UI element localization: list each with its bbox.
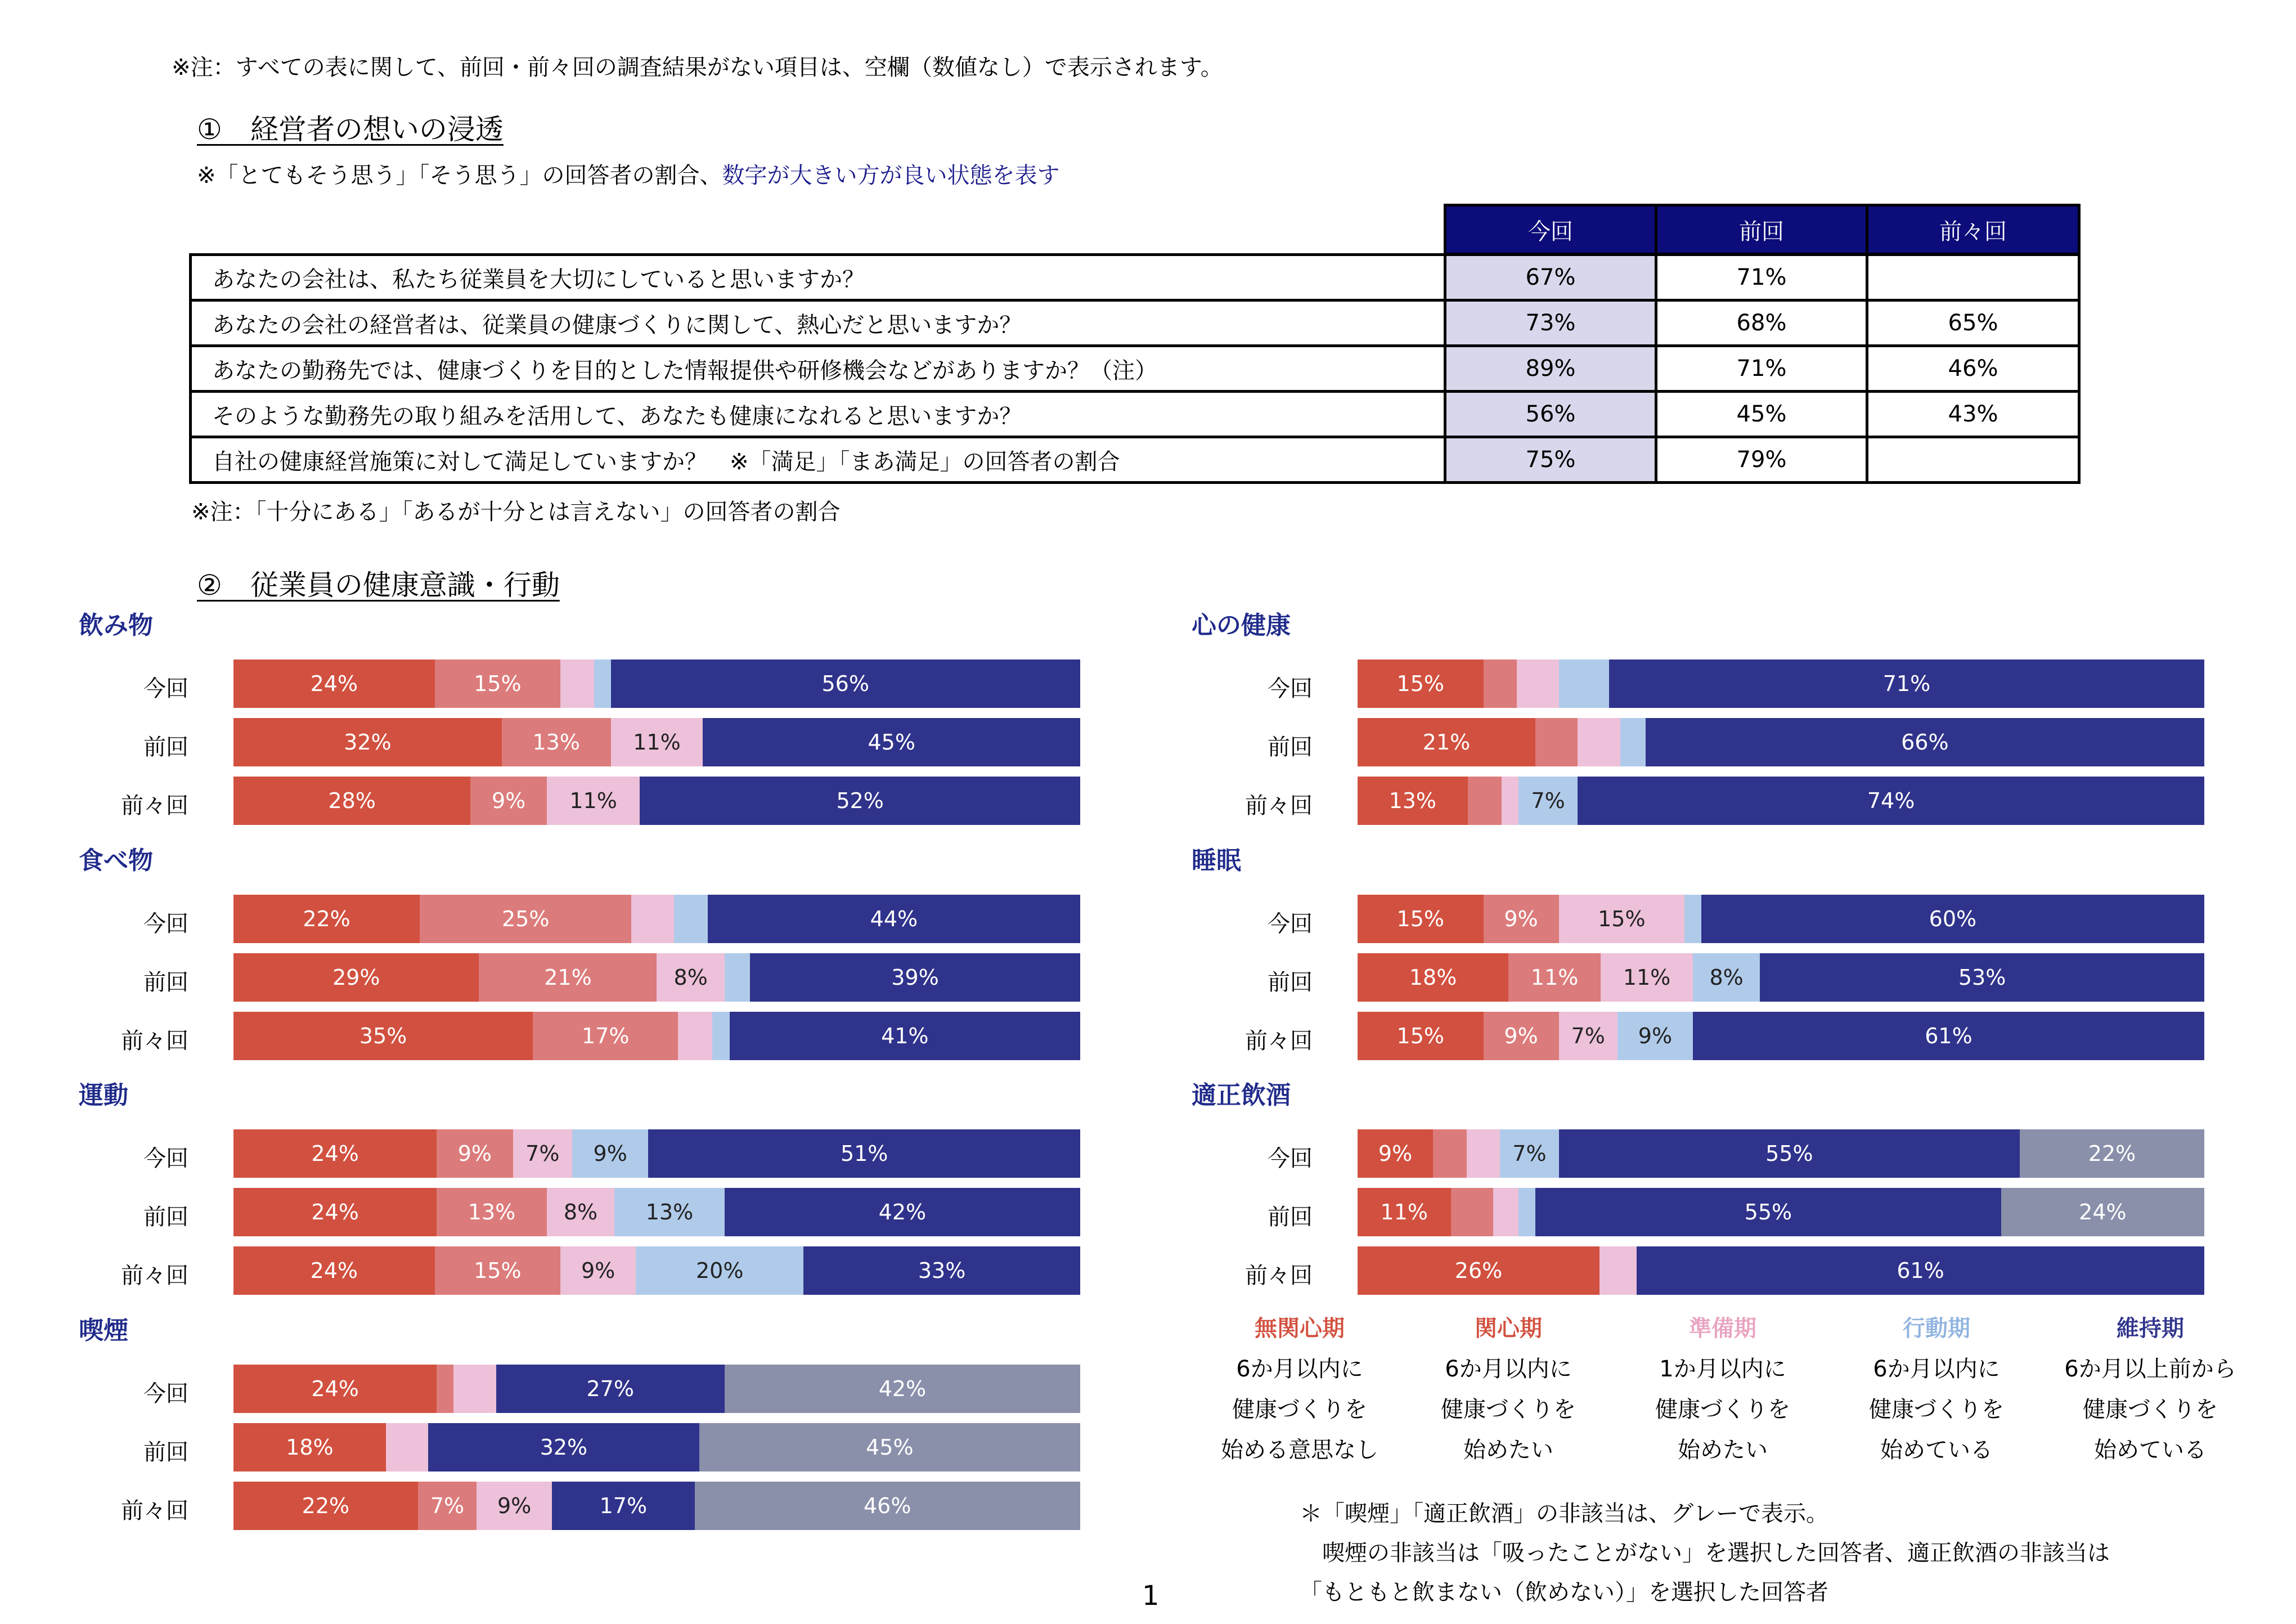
table-prev-2: 68% [1655, 299, 1868, 347]
row-label: 前回 [143, 734, 188, 760]
row-label: 前回 [143, 1439, 188, 1465]
bar-segment: 53% [1760, 953, 2204, 1002]
bar-segment: 74% [1578, 777, 2204, 825]
table-prev2-4: 43% [1866, 390, 2081, 438]
bar-segment: 8% [1693, 953, 1760, 1002]
bar-segment: 61% [1637, 1246, 2204, 1295]
table-cur-3: 89% [1444, 344, 1657, 393]
stacked-bar [233, 1246, 1080, 1295]
footnote [1300, 1494, 2110, 1612]
bar-segment: 7% [1559, 1012, 1617, 1060]
bar-segment: 8% [657, 953, 724, 1002]
chart-title-5: 心の健康 [1192, 611, 1291, 640]
table-prev-4: 45% [1655, 390, 1868, 438]
row-label: 前々回 [121, 793, 188, 819]
bar-segment [453, 1365, 496, 1413]
bar-segment: 35% [233, 1012, 533, 1060]
legend-item-3 [1616, 1308, 1830, 1470]
legend-line-2-2: 健康づくりを [1441, 1397, 1576, 1423]
bar-segment: 15% [1358, 895, 1484, 943]
bar-segment: 11% [1508, 953, 1601, 1002]
bar-segment: 33% [803, 1246, 1080, 1295]
stacked-bar [1358, 1188, 2204, 1236]
bar-segment [1451, 1188, 1493, 1236]
header-prev2: 前々回 [1866, 204, 2081, 255]
bar-segment: 32% [428, 1423, 699, 1472]
stacked-bar [1358, 953, 2204, 1002]
row-label: 今回 [143, 1381, 188, 1407]
row-label: 前回 [1268, 734, 1313, 760]
stacked-bar [1358, 895, 2204, 943]
bar-segment: 11% [547, 777, 640, 825]
bar-segment: 15% [1358, 660, 1484, 708]
legend-line-4-1: 6か月以内に [1873, 1356, 2000, 1382]
bar-segment: 9% [1617, 1012, 1693, 1060]
bar-segment: 27% [496, 1365, 725, 1413]
legend-title-3: 準備期 [1689, 1316, 1756, 1342]
header-prev: 前回 [1655, 204, 1868, 255]
bar-segment: 11% [611, 718, 703, 766]
stacked-bar [233, 895, 1080, 943]
bar-segment: 8% [547, 1188, 614, 1236]
legend-title-1: 無関心期 [1255, 1316, 1345, 1342]
stacked-bar [233, 1365, 1080, 1413]
bar-segment: 71% [1609, 660, 2204, 708]
bar-segment: 28% [233, 777, 470, 825]
bar-segment: 24% [233, 1129, 437, 1178]
row-label: 前回 [143, 1204, 188, 1230]
row-label: 前々回 [1245, 1263, 1313, 1289]
bar-segment [594, 660, 611, 708]
bar-segment: 32% [233, 718, 502, 766]
bar-segment: 22% [233, 1482, 418, 1530]
bar-segment [1535, 718, 1578, 766]
bar-segment: 13% [502, 718, 611, 766]
row-label: 今回 [143, 911, 188, 937]
chart-title-7: 適正飲酒 [1192, 1081, 1291, 1110]
table-prev-1: 71% [1655, 253, 1868, 302]
page-number: 1 [1142, 1580, 1160, 1612]
row-label: 今回 [1268, 1146, 1313, 1172]
bar-segment: 9% [470, 777, 546, 825]
bar-segment: 24% [233, 1246, 435, 1295]
bar-segment: 25% [420, 895, 631, 943]
stacked-bar [233, 1012, 1080, 1060]
legend-item-2 [1401, 1308, 1615, 1470]
row-label: 前々回 [121, 1498, 188, 1524]
bar-segment: 24% [2001, 1188, 2204, 1236]
top-note: ※注：すべての表に関して、前回・前々回の調査結果がない項目は、空欄（数値なし）で表示されます。 [172, 55, 1223, 80]
bar-segment [386, 1423, 428, 1472]
section1-title: ① 経営者の想いの浸透 [197, 113, 504, 146]
row-label: 今回 [143, 676, 188, 702]
table-prev2-2: 65% [1866, 299, 2081, 347]
footnote-line-3: 「もともと飲まない（飲めない）」を選択した回答者 [1300, 1580, 1828, 1605]
bar-segment: 21% [479, 953, 657, 1002]
bar-segment: 9% [1484, 1012, 1559, 1060]
bar-segment: 41% [730, 1012, 1080, 1060]
bar-segment [1493, 1188, 1518, 1236]
table-cur-2: 73% [1444, 299, 1657, 347]
legend-title-2: 関心期 [1475, 1316, 1542, 1342]
table-prev-5: 79% [1655, 436, 1868, 484]
stacked-bar [233, 660, 1080, 708]
bar-segment [725, 953, 750, 1002]
table-question-3: あなたの勤務先では、健康づくりを目的とした情報提供や研修機会などがありますか？（注） [189, 344, 1446, 393]
bar-segment: 9% [477, 1482, 552, 1530]
bar-segment: 11% [1601, 953, 1693, 1002]
row-label: 前々回 [1245, 1028, 1313, 1054]
bar-segment: 55% [1535, 1188, 2001, 1236]
bar-segment: 20% [636, 1246, 803, 1295]
bar-segment: 24% [233, 660, 435, 708]
legend-line-5-3: 始めている [2094, 1437, 2207, 1463]
bar-segment: 26% [1358, 1246, 1599, 1295]
stacked-bar [233, 718, 1080, 766]
legend-line-3-1: 1か月以内に [1659, 1356, 1786, 1382]
bar-segment: 22% [2020, 1129, 2204, 1178]
row-label: 前回 [1268, 970, 1313, 995]
bar-segment: 15% [1358, 1012, 1484, 1060]
bar-segment: 13% [614, 1188, 725, 1236]
stacked-bar [233, 1423, 1080, 1472]
bar-segment: 9% [572, 1129, 648, 1178]
table-cur-4: 56% [1444, 390, 1657, 438]
table-question-2: あなたの会社の経営者は、従業員の健康づくりに関して、熱心だと思いますか？ [189, 299, 1446, 347]
table-note: ※注：「十分にある」「あるが十分とは言えない」の回答者の割合 [191, 499, 841, 525]
bar-segment [1502, 777, 1518, 825]
section2-title: ② 従業員の健康意識・行動 [197, 569, 560, 602]
bar-segment: 42% [725, 1365, 1080, 1413]
bar-segment: 7% [1500, 1129, 1558, 1178]
row-label: 前々回 [121, 1028, 188, 1054]
bar-segment: 52% [640, 777, 1080, 825]
bar-segment [1578, 718, 1620, 766]
row-label: 前回 [1268, 1204, 1313, 1230]
bar-segment: 17% [533, 1012, 678, 1060]
row-label: 今回 [1268, 911, 1313, 937]
bar-segment: 9% [1484, 895, 1559, 943]
stacked-bar [1358, 1246, 2204, 1295]
table-question-4: そのような勤務先の取り組みを活用して、あなたも健康になれると思いますか？ [189, 390, 1446, 438]
stacked-bar [1358, 660, 2204, 708]
legend-line-1-1: 6か月以内に [1236, 1356, 1363, 1382]
bar-segment: 9% [1358, 1129, 1433, 1178]
bar-segment: 11% [1358, 1188, 1451, 1236]
legend-title-5: 維持期 [2117, 1316, 2184, 1342]
stacked-bar [1358, 718, 2204, 766]
bar-segment [1518, 1188, 1535, 1236]
bar-segment: 56% [611, 660, 1080, 708]
bar-segment: 17% [552, 1482, 694, 1530]
bar-segment: 13% [1358, 777, 1468, 825]
stacked-bar [233, 1188, 1080, 1236]
bar-segment: 7% [1518, 777, 1578, 825]
bar-segment [1559, 660, 1609, 708]
bar-segment: 13% [437, 1188, 547, 1236]
table-question-1: あなたの会社は、私たち従業員を大切にしていると思いますか？ [189, 253, 1446, 302]
legend-line-2-1: 6か月以内に [1445, 1356, 1572, 1382]
bar-segment: 60% [1701, 895, 2204, 943]
bar-segment: 18% [233, 1423, 386, 1472]
section1-subtitle-a: ※「とてもそう思う」「そう思う」の回答者の割合、 [197, 163, 722, 189]
chart-title-4: 喫煙 [79, 1316, 128, 1345]
stacked-bar [1358, 1129, 2204, 1178]
chart-title-3: 運動 [79, 1081, 128, 1110]
bar-segment: 9% [560, 1246, 636, 1295]
bar-segment: 45% [703, 718, 1080, 766]
bar-segment: 15% [435, 660, 561, 708]
bar-segment: 39% [750, 953, 1080, 1002]
bar-segment: 24% [233, 1188, 437, 1236]
section1-subtitle-b: 数字が大きい方が良い状態を表す [722, 163, 1060, 189]
legend-line-2-3: 始めたい [1463, 1437, 1553, 1463]
bar-segment: 24% [233, 1365, 437, 1413]
bar-segment [560, 660, 594, 708]
header-cur: 今回 [1444, 204, 1657, 255]
bar-segment: 29% [233, 953, 479, 1002]
bar-segment [678, 1012, 712, 1060]
legend-line-4-2: 健康づくりを [1869, 1397, 2004, 1423]
bar-segment [1468, 777, 1502, 825]
chart-title-2: 食べ物 [79, 846, 153, 875]
bar-segment [1599, 1246, 1637, 1295]
bar-segment [1517, 660, 1559, 708]
row-label: 前回 [143, 970, 188, 995]
legend-line-1-3: 始める意思なし [1221, 1437, 1378, 1463]
bar-segment: 18% [1358, 953, 1508, 1002]
bar-segment [1467, 1129, 1500, 1178]
bar-segment [1433, 1129, 1467, 1178]
stacked-bar [233, 1482, 1080, 1530]
bar-segment: 44% [708, 895, 1080, 943]
table-cur-5: 75% [1444, 436, 1657, 484]
table-cur-1: 67% [1444, 253, 1657, 302]
bar-segment: 42% [725, 1188, 1080, 1236]
table-question-5: 自社の健康経営施策に対して満足していますか？ ※「満足」「まあ満足」の回答者の割合 [189, 436, 1446, 484]
legend-line-5-2: 健康づくりを [2083, 1397, 2218, 1423]
bar-segment [674, 895, 708, 943]
bar-segment: 15% [435, 1246, 561, 1295]
bar-segment: 46% [695, 1482, 1080, 1530]
bar-segment: 7% [513, 1129, 572, 1178]
stacked-bar [1358, 1012, 2204, 1060]
bar-segment: 15% [1559, 895, 1685, 943]
legend-item-4 [1830, 1308, 2043, 1470]
bar-segment: 7% [418, 1482, 477, 1530]
row-label: 今回 [143, 1146, 188, 1172]
footnote-line-2: 喫煙の非該当は「吸ったことがない」を選択した回答者、適正飲酒の非該当は [1300, 1540, 2110, 1566]
bar-segment: 61% [1693, 1012, 2204, 1060]
row-label: 前々回 [1245, 793, 1313, 819]
bar-segment: 55% [1559, 1129, 2020, 1178]
row-label: 今回 [1268, 676, 1313, 702]
bar-segment: 22% [233, 895, 420, 943]
bar-segment [631, 895, 673, 943]
stacked-bar [233, 1129, 1080, 1178]
footnote-line-1: ＊「喫煙」「適正飲酒」の非該当は、グレーで表示。 [1300, 1501, 1828, 1527]
stacked-bar [233, 953, 1080, 1002]
row-label: 前々回 [121, 1263, 188, 1289]
stacked-bar [1358, 777, 2204, 825]
bar-segment [712, 1012, 729, 1060]
bar-segment [1620, 718, 1646, 766]
table-prev-3: 71% [1655, 344, 1868, 393]
stacked-bar [233, 777, 1080, 825]
bar-segment: 45% [699, 1423, 1080, 1472]
bar-segment: 9% [437, 1129, 513, 1178]
bar-segment [437, 1365, 453, 1413]
chart-title-1: 飲み物 [79, 611, 153, 640]
legend-line-4-3: 始めている [1880, 1437, 1993, 1463]
chart-title-6: 睡眠 [1192, 846, 1241, 875]
bar-segment [1484, 660, 1517, 708]
legend-line-3-2: 健康づくりを [1655, 1397, 1790, 1423]
legend-item-5 [2043, 1308, 2257, 1470]
table-prev2-3: 46% [1866, 344, 2081, 393]
legend-line-3-3: 始めたい [1678, 1437, 1768, 1463]
bar-segment: 51% [648, 1129, 1080, 1178]
bar-segment: 21% [1358, 718, 1535, 766]
legend-title-4: 行動期 [1903, 1316, 1970, 1342]
legend-line-1-2: 健康づくりを [1232, 1397, 1367, 1423]
bar-segment: 66% [1646, 718, 2204, 766]
bar-segment [1684, 895, 1701, 943]
legend-item-1 [1193, 1308, 1407, 1470]
legend-line-5-1: 6か月以上前から [2064, 1356, 2236, 1382]
